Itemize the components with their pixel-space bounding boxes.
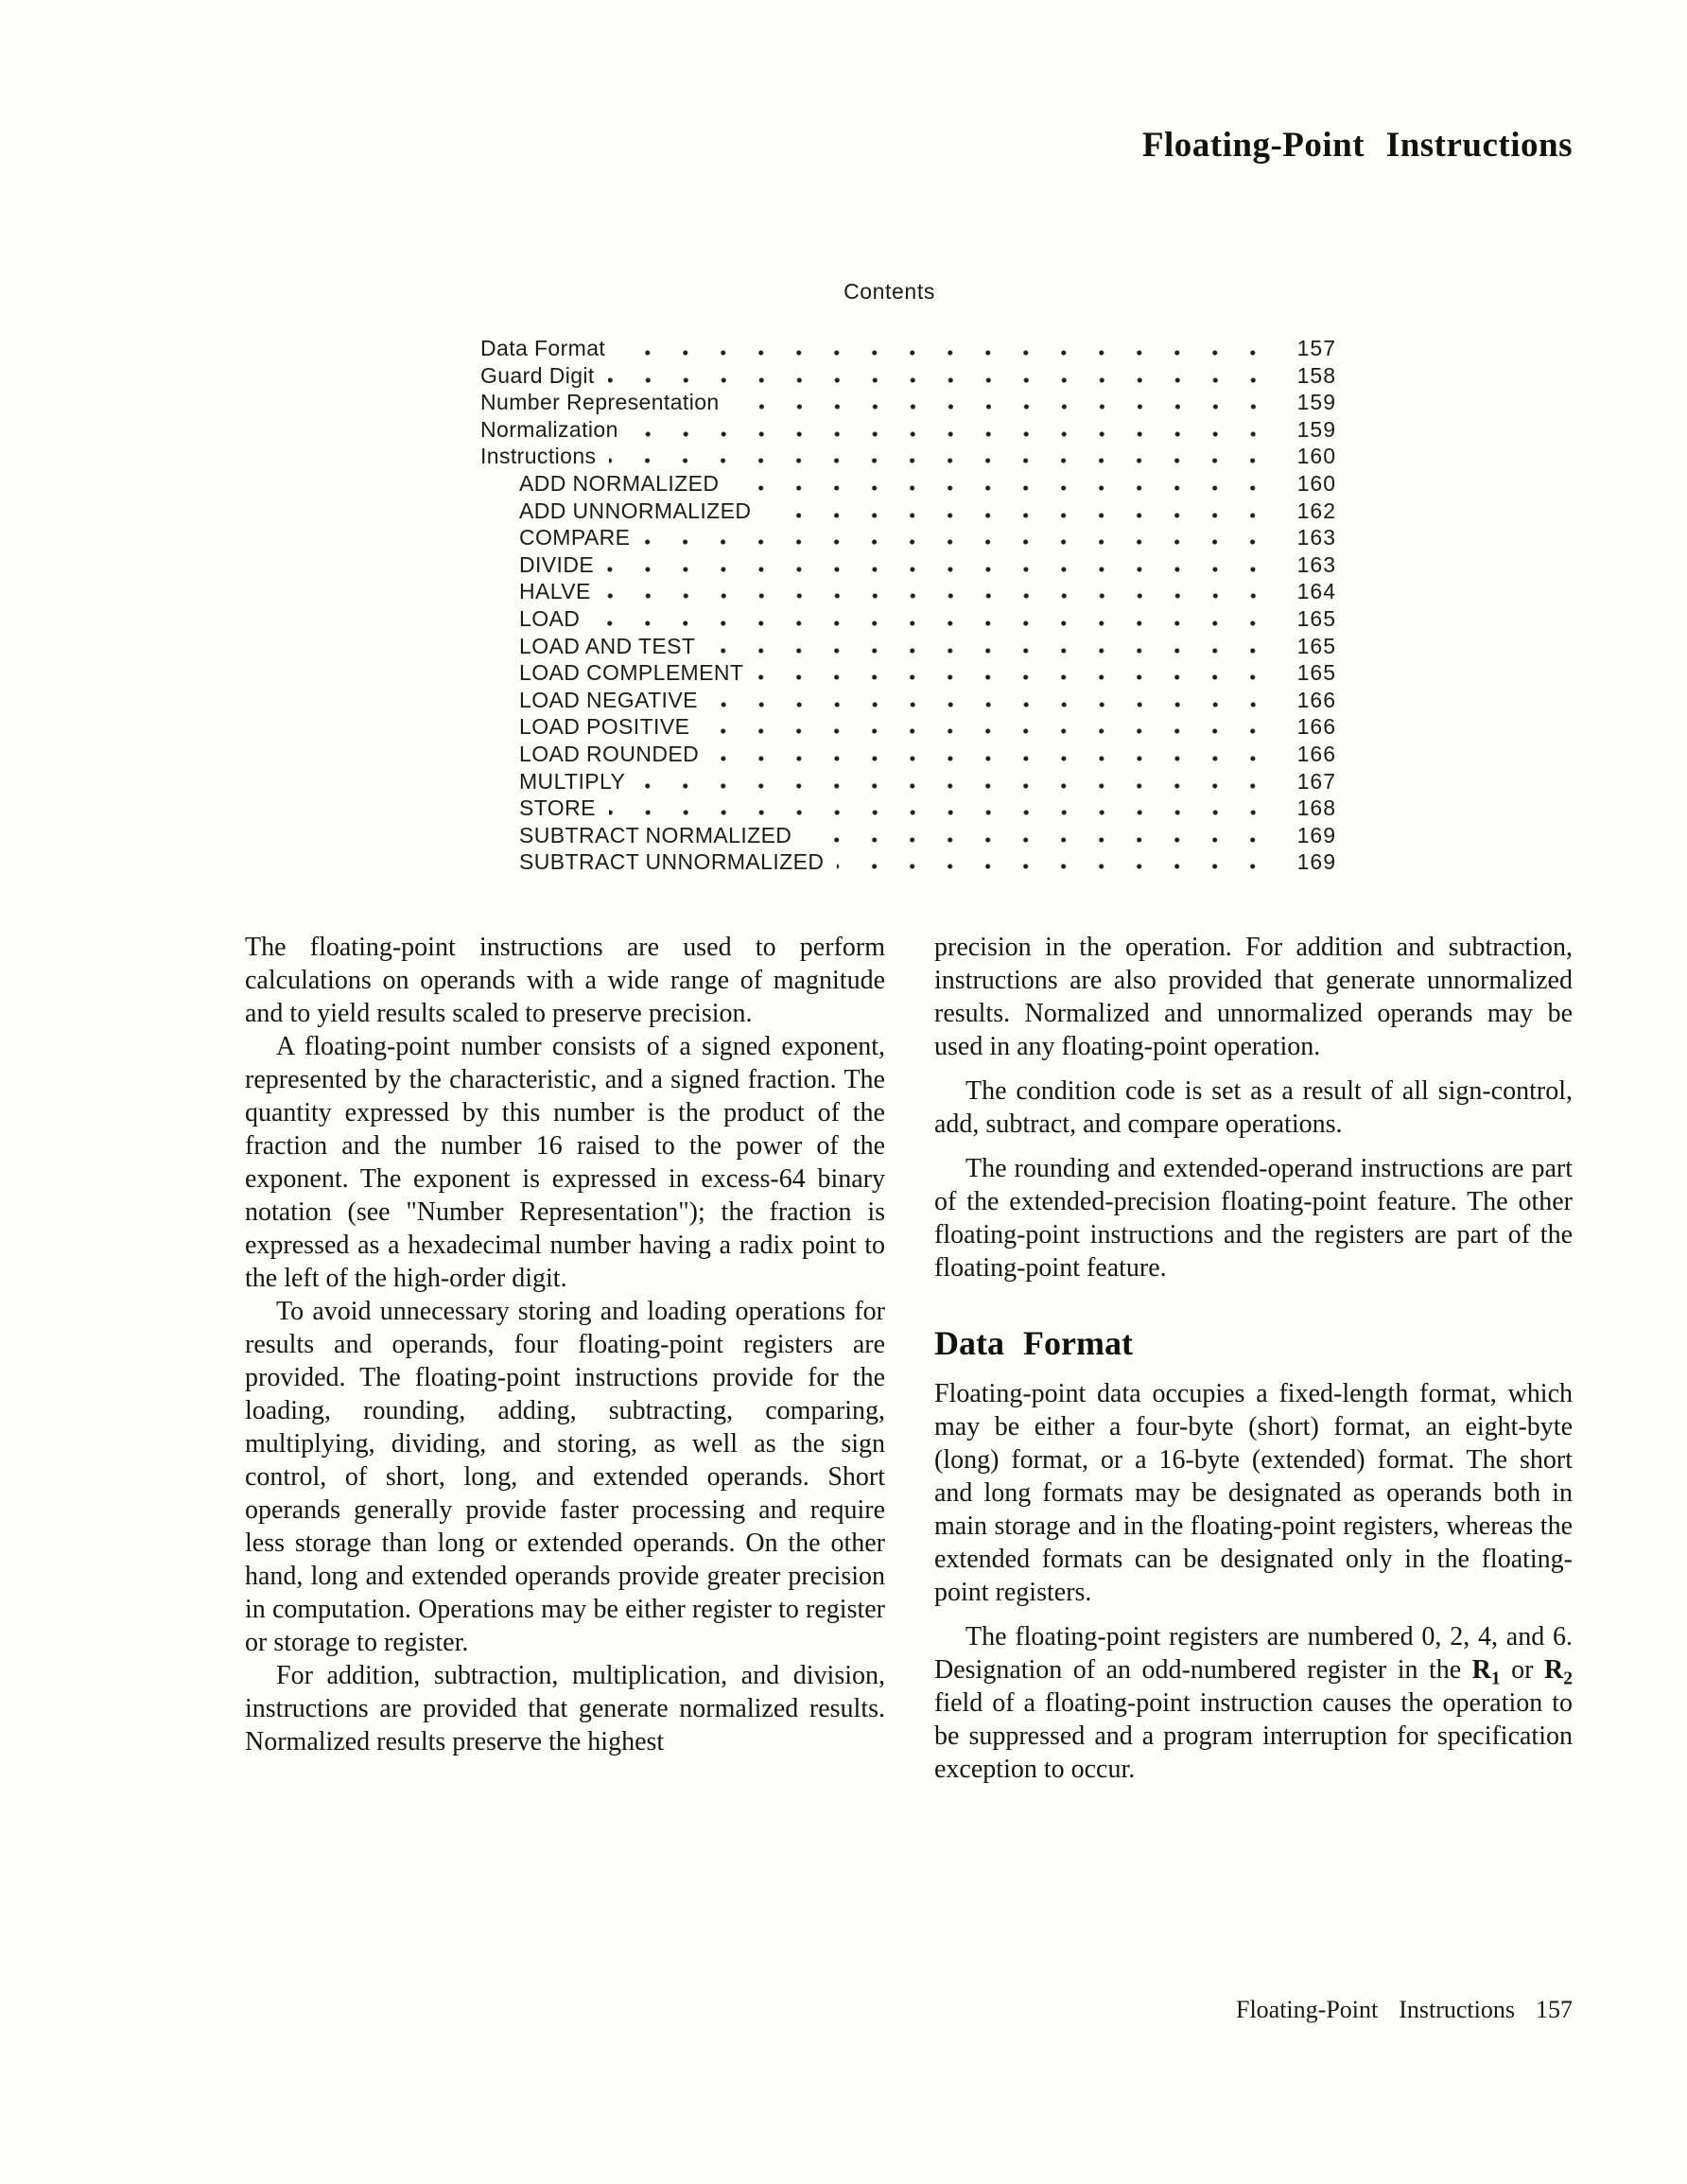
toc-entry: [480, 606, 1336, 634]
toc-entry: [480, 552, 1336, 580]
footer-page-number: 157: [1536, 1996, 1573, 2023]
toc-dot-leader: [711, 702, 1276, 708]
paragraph: The condition code is set as a result of all sign-control, add, subtract, and compare operations.: [934, 1076, 1573, 1139]
contents-block: [480, 279, 1336, 877]
toc-list: [480, 336, 1336, 877]
toc-dot-leader: [604, 593, 1276, 599]
toc-entry-label: DIVIDE: [519, 551, 595, 577]
toc-entry-label: LOAD AND TEST: [519, 633, 696, 658]
toc-entry-page: 165: [1296, 660, 1336, 686]
toc-entry-page: 165: [1296, 605, 1336, 631]
toc-entry-page: 167: [1296, 768, 1336, 794]
toc-dot-leader: [638, 783, 1276, 789]
toc-entry: [480, 823, 1336, 850]
toc-entry-label: Normalization: [480, 416, 618, 442]
toc-entry: [480, 336, 1336, 363]
toc-dot-leader: [805, 837, 1276, 843]
toc-entry-label: COMPARE: [519, 525, 631, 550]
toc-entry-label: LOAD COMPLEMENT: [519, 660, 744, 686]
toc-entry-page: 163: [1296, 525, 1336, 550]
register-r1-field: $R_1$: [1471, 1655, 1501, 1689]
toc-dot-leader: [632, 431, 1276, 437]
toc-entry-label: Instructions: [480, 444, 597, 469]
toc-entry: [480, 363, 1336, 391]
paragraph-text: or: [1500, 1655, 1544, 1685]
toc-entry-page: 166: [1296, 741, 1336, 766]
toc-entry-page: 169: [1296, 822, 1336, 847]
paragraph: The rounding and extended-operand instructions are part of the extended-precision floating-point feature. The other floating-point instructions and the registers are part of the floating-point feature.: [934, 1154, 1573, 1283]
toc-dot-leader: [607, 567, 1276, 572]
toc-entry: [480, 498, 1336, 526]
paragraph: For addition, subtraction, multiplication, and division, instructions are provided that generate normalized results. Normalized results preserve the highest: [245, 1661, 885, 1756]
toc-entry-label: LOAD NEGATIVE: [519, 687, 698, 712]
paragraph-text: The floating-point registers are numbered 0, 2, 4, and 6. Designation of an odd-numbered register in the: [934, 1622, 1573, 1685]
toc-dot-leader: [712, 756, 1276, 761]
toc-entry-label: LOAD ROUNDED: [519, 741, 700, 766]
toc-entry: [480, 579, 1336, 606]
toc-entry-label: SUBTRACT NORMALIZED: [519, 822, 792, 847]
page-footer: [1236, 1996, 1573, 2024]
paragraph: To avoid unnecessary storing and loading operations for results and operands, four floating-point registers are provided. The floating-point instructions provide for the loading, rounding, adding, subtracting, comparing, multiplying, dividing, and storing, as well as the sign control, of short, long, and extended operands. Short operands generally provide faster processing and require less storage than long or extended operands. On the other hand, long and extended operands provide greater precision in computation. Operations may be either register to register or storage to register.: [245, 1297, 885, 1657]
toc-entry: [480, 849, 1336, 877]
toc-entry-label: STORE: [519, 795, 596, 821]
toc-entry-page: 159: [1296, 416, 1336, 442]
toc-entry-page: 158: [1296, 362, 1336, 388]
footer-section: Instructions: [1399, 1996, 1515, 2023]
toc-entry-label: LOAD: [519, 605, 581, 631]
toc-dot-leader: [764, 513, 1276, 518]
toc-entry-page: 164: [1296, 579, 1336, 604]
toc-entry: [480, 742, 1336, 769]
toc-dot-leader: [733, 404, 1276, 410]
toc-entry-label: MULTIPLY: [519, 768, 626, 794]
left-column: [245, 931, 885, 1758]
paragraph: Floating-point data occupies a fixed-length format, which may be either a four-byte (short) format, an eight-byte (long) format, or a 16-byte (extended) format. The short and long formats may be designated as operands both in main storage and in the floating-point registers, whereas the extended formats can be designated only in the floating-point registers.: [934, 1379, 1573, 1607]
toc-entry-label: Number Representation: [480, 390, 720, 415]
toc-dot-leader: [643, 539, 1276, 545]
toc-entry-label: ADD NORMALIZED: [519, 470, 720, 496]
paragraph: [934, 1620, 1573, 1786]
toc-entry: [480, 390, 1336, 417]
toc-entry-page: 168: [1296, 795, 1336, 821]
toc-entry-label: ADD UNNORMALIZED: [519, 498, 752, 523]
toc-entry-page: 166: [1296, 687, 1336, 712]
contents-heading: Contents: [844, 279, 935, 304]
toc-entry-page: 160: [1296, 470, 1336, 496]
toc-dot-leader: [609, 458, 1276, 463]
toc-entry-page: 163: [1296, 551, 1336, 577]
register-r2-field: $R_2$: [1543, 1655, 1574, 1689]
paragraph-text: field of a floating-point instruction causes the operation to be suppressed and a program interruption for specification exception to occur.: [934, 1688, 1573, 1784]
toc-entry: [480, 660, 1336, 688]
toc-dot-leader: [608, 377, 1276, 383]
toc-entry-page: 159: [1296, 390, 1336, 415]
toc-entry-page: 165: [1296, 633, 1336, 658]
toc-entry: [480, 444, 1336, 471]
toc-entry-label: LOAD POSITIVE: [519, 714, 690, 740]
toc-entry-page: 169: [1296, 849, 1336, 875]
toc-dot-leader: [609, 810, 1276, 815]
toc-dot-leader: [593, 620, 1276, 626]
paragraph: precision in the operation. For addition and subtraction, instructions are also provided that generate unnormalized results. Normalized and unnormalized operands may be used in any floating-point operation.: [934, 933, 1573, 1061]
toc-entry-label: Data Format: [480, 336, 606, 360]
toc-entry-label: Guard Digit: [480, 362, 595, 388]
paragraph: A floating-point number consists of a signed exponent, represented by the characteristic, and a signed fraction. The quantity expressed by this number is the product of the fraction and the number 16 raised to the power of the exponent. The exponent is expressed in excess-64 binary notation (see "Number Representation"); the fraction is expressed as a hexadecimal number having a radix point to the left of the high-order digit.: [245, 1032, 885, 1293]
toc-entry: [480, 688, 1336, 715]
toc-dot-leader: [703, 728, 1276, 734]
toc-entry-page: 157: [1296, 336, 1336, 360]
paragraph: The floating-point instructions are used to perform calculations on operands with a wide range of magnitude and to yield results scaled to preserve precision.: [245, 933, 885, 1028]
toc-dot-leader: [837, 864, 1276, 869]
toc-entry-label: HALVE: [519, 579, 591, 604]
toc-entry: [480, 417, 1336, 445]
toc-dot-leader: [732, 485, 1276, 491]
toc-entry-page: 162: [1296, 498, 1336, 523]
toc-entry-page: 166: [1296, 714, 1336, 740]
toc-entry: [480, 795, 1336, 823]
toc-entry: [480, 471, 1336, 498]
footer-chapter: Floating-Point: [1235, 1996, 1379, 2023]
toc-dot-leader: [757, 674, 1276, 680]
page-title: Floating-Point Instructions: [1141, 126, 1573, 165]
toc-entry-label: SUBTRACT UNNORMALIZED: [519, 849, 825, 875]
toc-entry: [480, 769, 1336, 796]
toc-entry: [480, 634, 1336, 661]
toc-entry-page: 160: [1296, 444, 1336, 469]
right-column: [934, 931, 1573, 1786]
toc-entry: [480, 525, 1336, 552]
toc-entry: [480, 714, 1336, 742]
toc-dot-leader: [708, 648, 1276, 654]
section-heading: Data Format: [934, 1324, 1133, 1362]
toc-dot-leader: [618, 350, 1276, 356]
